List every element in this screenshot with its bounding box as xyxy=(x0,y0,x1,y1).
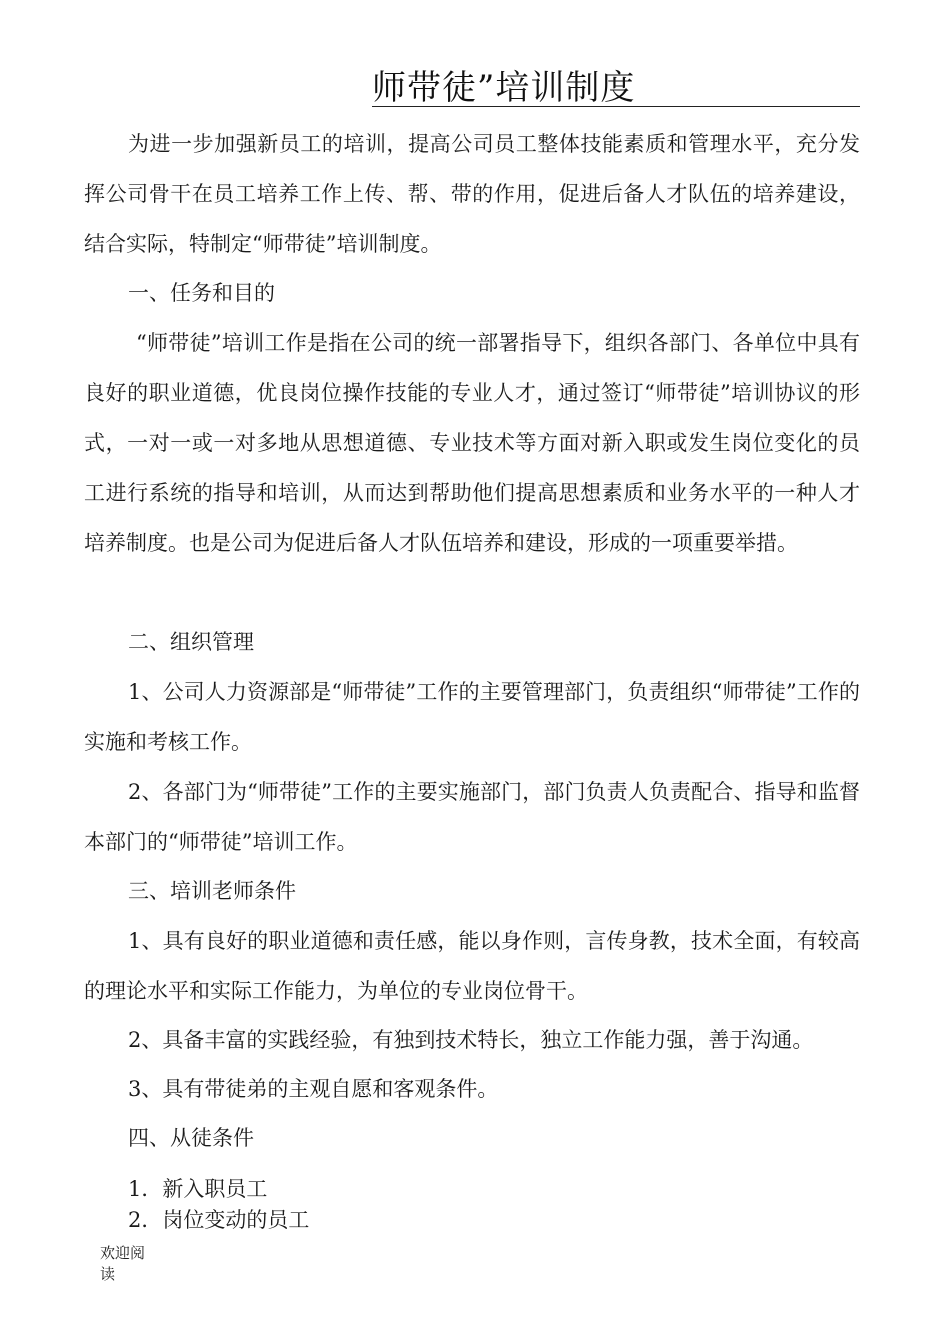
footer-note: 欢迎阅读 xyxy=(100,1244,146,1283)
section-4-heading: 四、从徒条件 xyxy=(128,1126,254,1150)
section-3-item-2: 2、具备丰富的实践经验，有独到技术特长，独立工作能力强，善于沟通。 xyxy=(128,1028,814,1052)
section-2-item-1: 1、公司人力资源部是“师带徒”工作的主要管理部门，负责组织“师带徒”工作的实施和考核工作。 xyxy=(84,680,860,754)
title-underline xyxy=(372,106,860,107)
section-3-heading: 三、培训老师条件 xyxy=(128,879,296,903)
section-4-item-2: 2．岗位变动的员工 xyxy=(128,1208,310,1232)
section-4-item-1: 1．新入职员工 xyxy=(128,1177,268,1201)
document-title: 师带徒”培训制度 xyxy=(372,68,636,108)
section-1-body: “师带徒”培训工作是指在公司的统一部署指导下，组织各部门、各单位中具有良好的职业道德，优良岗位操作技能的专业人才，通过签订“师带徒”培训协议的形式，一对一或一对多地从思想道德、专业技术等方面对新入职或发生岗位变化的员工进行系统的指导和培训，从而达到帮助他们提高思想素质和业务水平的一种人才培养制度。也是公司为促进后备人才队伍培养和建设，形成的一项重要举措。 xyxy=(84,331,860,555)
section-2-item-2: 2、各部门为“师带徒”工作的主要实施部门，部门负责人负责配合、指导和监督本部门的“师带徒”培训工作。 xyxy=(84,780,860,854)
intro-paragraph: 为进一步加强新员工的培训，提高公司员工整体技能素质和管理水平，充分发挥公司骨干在员工培养工作上传、帮、带的作用，促进后备人才队伍的培养建设，结合实际，特制定“师带徒”培训制度。 xyxy=(84,132,860,256)
section-1-heading: 一、任务和目的 xyxy=(128,281,275,305)
section-3-item-1: 1、具有良好的职业道德和责任感，能以身作则，言传身教，技术全面，有较高的理论水平和实际工作能力，为单位的专业岗位骨干。 xyxy=(84,929,860,1003)
section-3-item-3: 3、具有带徒弟的主观自愿和客观条件。 xyxy=(128,1077,499,1101)
section-2-heading: 二、组织管理 xyxy=(128,630,254,654)
